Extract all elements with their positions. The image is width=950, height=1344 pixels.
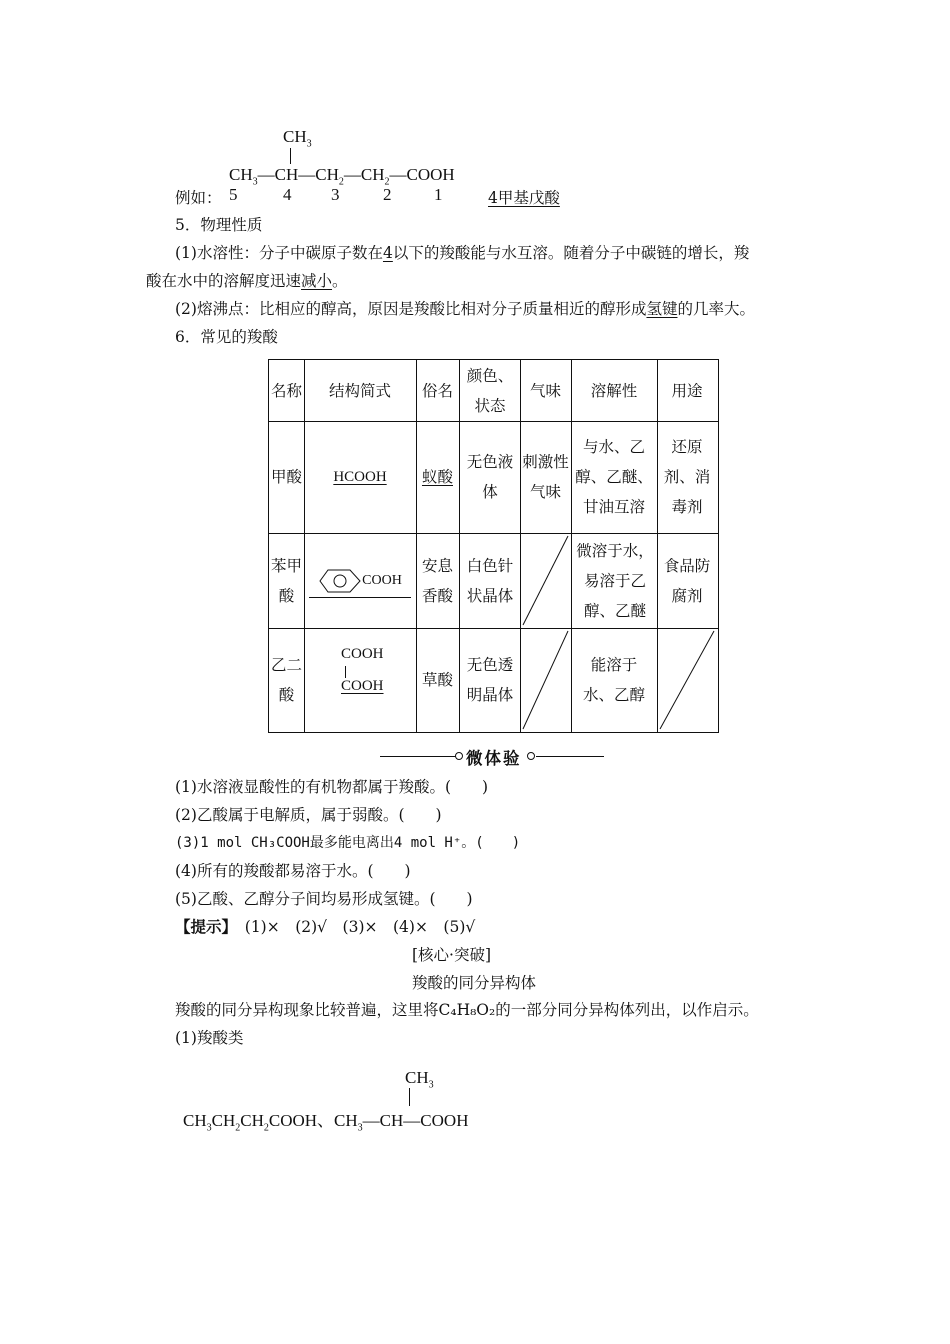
row1-use: 还原剂、消毒剂 xyxy=(663,438,711,516)
row1-name: 甲酸 xyxy=(270,468,302,486)
row3-state: 无色透明晶体 xyxy=(466,656,514,704)
example-name: 4甲基戊酸 xyxy=(488,189,560,207)
micro-title-circle-left xyxy=(455,752,463,760)
row3-smell-slash xyxy=(520,628,571,732)
micro-q1: (1)水溶液显酸性的有机物都属于羧酸。( ) xyxy=(175,778,489,796)
isomer2-bond-vertical xyxy=(409,1088,410,1106)
header-structure: 结构简式 xyxy=(328,381,391,400)
row3-name: 乙二酸 xyxy=(271,656,303,704)
header-name: 名称 xyxy=(270,381,302,400)
section5-line1: (1)水溶性：分子中碳原子数在4以下的羧酸能与水互溶。随着分子中碳链的增长，羧 xyxy=(175,244,750,262)
row3-use-slash xyxy=(657,628,717,732)
micro-title: 微体验 xyxy=(466,749,522,768)
isomer-formulas: $CH_3CH_2CH_2COOH$、$CH_3—CH—COOH$ xyxy=(183,1111,469,1134)
row2-solubility: 微溶于水，易溶于乙醇、乙醚 xyxy=(576,541,654,620)
isomer2-ch3-top: $CH_3$ xyxy=(405,1068,434,1091)
benzene-ring-icon xyxy=(318,568,362,594)
row3-solubility: 能溶于水、乙醇 xyxy=(582,656,645,704)
header-use: 用途 xyxy=(671,381,703,400)
micro-title-line-left xyxy=(380,756,456,757)
row3-structure-bond xyxy=(345,666,346,678)
micro-title-line-right xyxy=(536,756,604,757)
row1-solubility: 与水、乙醇、乙醚、甘油互溶 xyxy=(575,438,653,516)
example-bond-vertical xyxy=(290,148,291,164)
header-solubility: 溶解性 xyxy=(590,381,638,400)
example-number-1: 1 xyxy=(434,185,443,204)
core-class1: (1)羧酸类 xyxy=(175,1029,244,1047)
header-state: 颜色、状态 xyxy=(466,366,514,415)
row3-common: 草酸 xyxy=(421,671,453,689)
micro-q4: (4)所有的羧酸都易溶于水。( ) xyxy=(175,862,411,880)
row1-state: 无色液体 xyxy=(466,453,514,501)
row2-use: 食品防腐剂 xyxy=(663,556,711,605)
row2-smell-slash xyxy=(520,533,571,628)
row3-structure-bottom: COOH xyxy=(341,678,384,694)
example-main-chain: $CH_3—CH—CH_2—CH_2—COOH$ xyxy=(229,165,455,188)
section5-heading: 5．物理性质 xyxy=(175,216,263,234)
micro-hint-label: 【提示】 xyxy=(175,917,230,936)
core-intro: 羧酸的同分异构现象比较普遍，这里将C₄H₈O₂的一部分同分异构体列出，以作启示。 xyxy=(175,1001,759,1019)
row2-name: 苯甲酸 xyxy=(271,556,303,605)
header-common: 俗名 xyxy=(421,381,453,400)
header-smell: 气味 xyxy=(529,381,561,400)
micro-q3: (3)1 mol CH₃COOH最多能电离出4 mol H⁺。( ) xyxy=(175,835,521,851)
section5-line2: 酸在水中的溶解度迅速减小。 xyxy=(146,272,348,290)
core-heading: [核心·突破] xyxy=(412,946,492,964)
core-subheading: 羧酸的同分异构体 xyxy=(412,974,537,992)
example-number-2: 2 xyxy=(383,185,392,204)
example-ch3-top: $CH_3$ xyxy=(283,127,312,150)
carboxylic-acid-table xyxy=(268,359,719,733)
row3-structure-top: COOH xyxy=(341,646,384,662)
row2-state: 白色针状晶体 xyxy=(466,556,514,605)
row1-common: 蚁酸 xyxy=(421,468,453,486)
example-number-5: 5 xyxy=(229,185,238,204)
row2-structure-underline xyxy=(309,597,411,598)
example-number-3: 3 xyxy=(331,185,340,204)
micro-q2: (2)乙酸属于电解质，属于弱酸。( ) xyxy=(175,806,442,824)
example-prefix: 例如： xyxy=(175,189,222,207)
example-number-4: 4 xyxy=(283,185,292,204)
row1-structure: HCOOH xyxy=(333,469,387,485)
micro-q5: (5)乙酸、乙醇分子间均易形成氢键。( ) xyxy=(175,890,473,908)
row2-common: 安息香酸 xyxy=(421,556,453,605)
row2-structure: COOH xyxy=(304,533,416,628)
micro-hint: 【提示】 (1)× (2)√ (3)× (4)× (5)√ xyxy=(175,917,476,936)
section5-line3: (2)熔沸点：比相应的醇高，原因是羧酸比相对分子质量相近的醇形成氢键的几率大。 xyxy=(175,300,755,318)
row1-smell: 刺激性气味 xyxy=(522,453,569,501)
section6-heading: 6．常见的羧酸 xyxy=(175,328,278,346)
micro-title-circle-right xyxy=(527,752,535,760)
